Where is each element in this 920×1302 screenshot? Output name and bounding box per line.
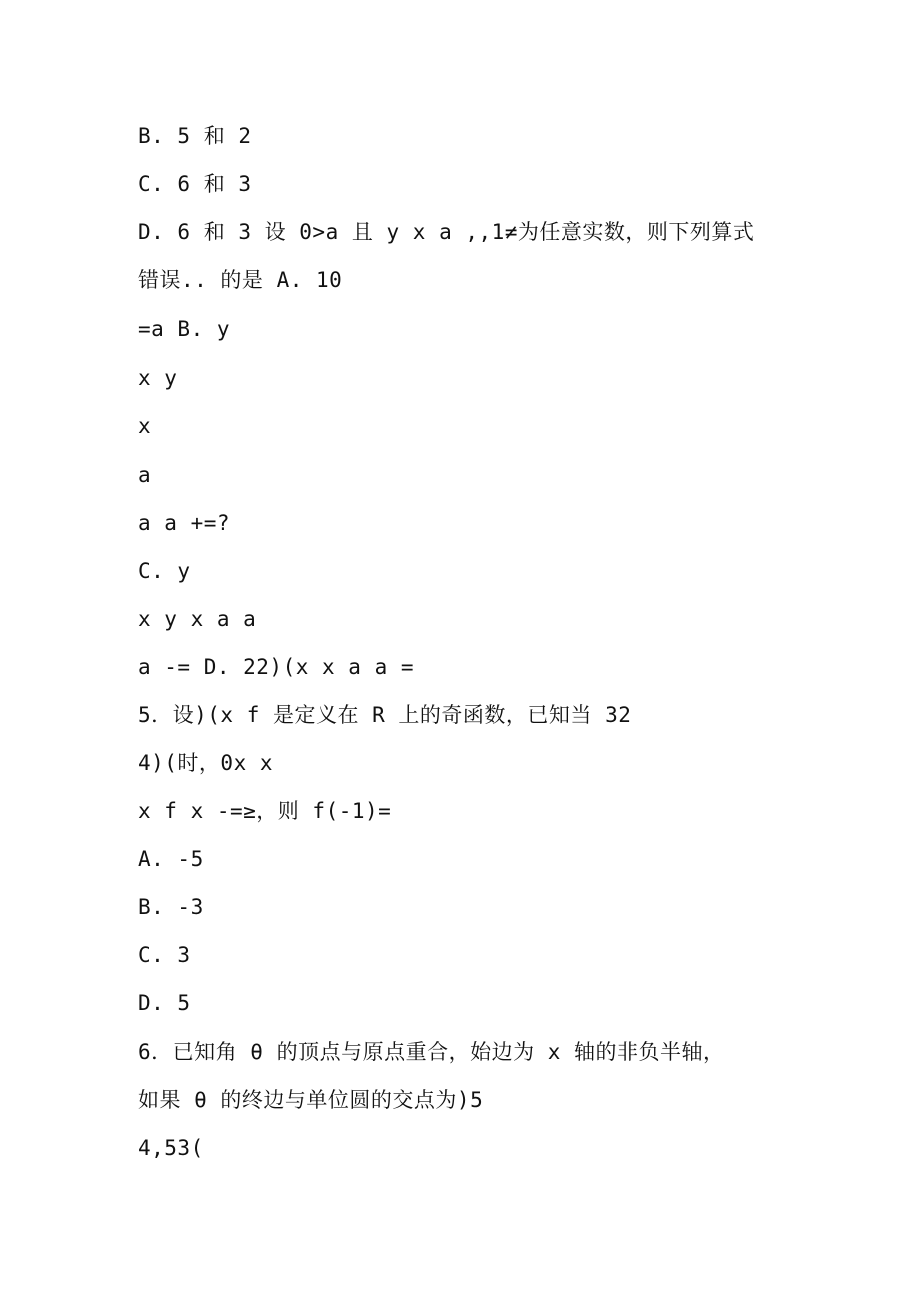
- text-line: 4,53(: [138, 1136, 204, 1160]
- text-line: A. -5: [138, 847, 204, 871]
- text-line: C. y: [138, 559, 191, 583]
- text-line: a a +=?: [138, 511, 231, 535]
- text-line: 错误.. 的是 A. 10: [138, 268, 343, 292]
- text-line: C. 3: [138, 943, 191, 967]
- text-line: x y x a a: [138, 607, 257, 631]
- text-line: 如果 θ 的终边与单位圆的交点为)5: [138, 1088, 484, 1112]
- text-line: 4)(时，0x x: [138, 751, 274, 775]
- text-line: x f x -=≥，则 f(-1)=: [138, 799, 392, 823]
- text-line: a: [138, 463, 152, 487]
- text-line: D. 5: [138, 991, 191, 1015]
- text-line: =a B. y: [138, 317, 231, 341]
- text-line: a -= D. 22)(x x a a =: [138, 655, 415, 679]
- text-line: C. 6 和 3: [138, 172, 252, 196]
- text-line: 5．设)(x f 是定义在 R 上的奇函数，已知当 32: [138, 703, 632, 727]
- text-line: 6．已知角 θ 的顶点与原点重合，始边为 x 轴的非负半轴，: [138, 1040, 725, 1064]
- text-line: x: [138, 414, 152, 438]
- text-line: B. -3: [138, 895, 204, 919]
- text-line: B. 5 和 2: [138, 124, 252, 148]
- text-line: D. 6 和 3 设 0>a 且 y x a ,,1≠为任意实数，则下列算式: [138, 220, 755, 244]
- text-line: x y: [138, 366, 178, 390]
